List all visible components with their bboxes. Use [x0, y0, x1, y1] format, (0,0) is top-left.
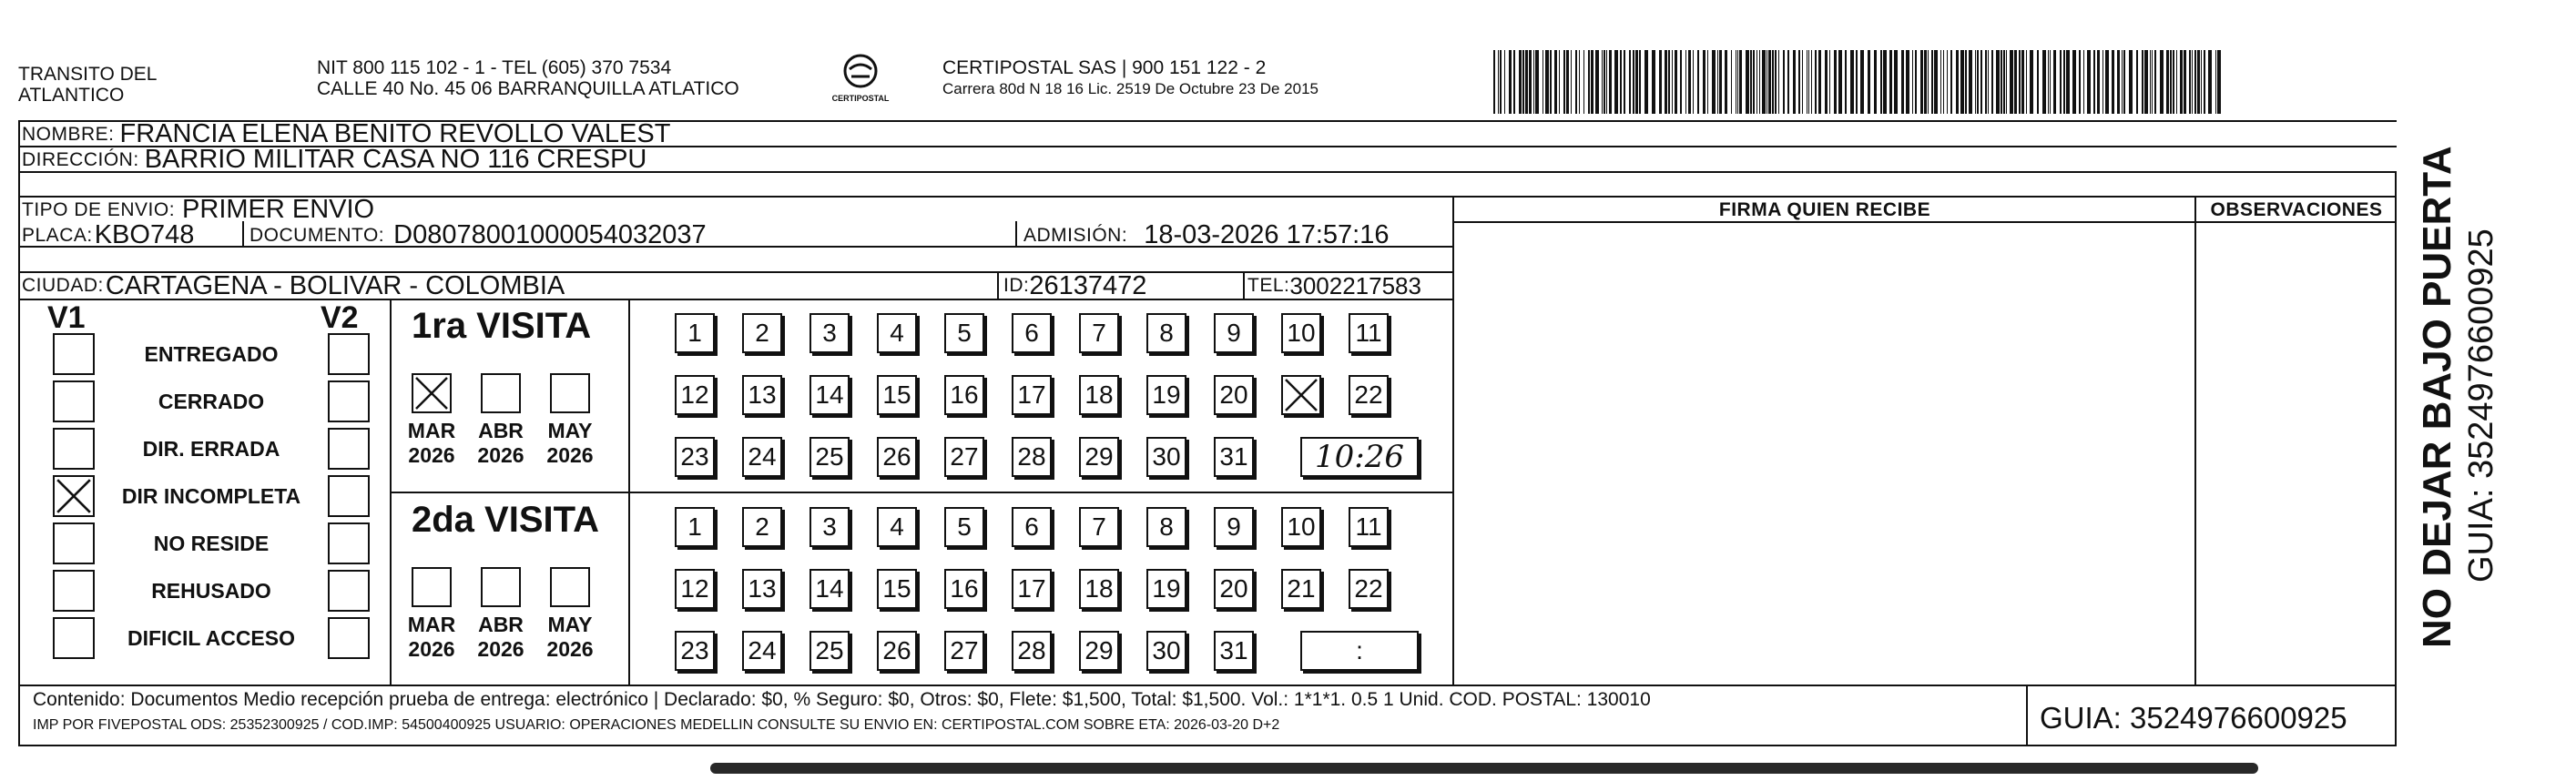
day-box[interactable]: [877, 507, 917, 547]
day-box[interactable]: [1349, 375, 1389, 415]
nit-block: [317, 57, 739, 99]
day-number: 24: [748, 636, 777, 664]
address-line: CALLE 40 No. 45 06 BARRANQUILLA ATLATICO: [317, 78, 739, 99]
day-box[interactable]: [1012, 507, 1052, 547]
firma-header: [1457, 198, 2193, 222]
month-checkbox[interactable]: [481, 567, 521, 607]
day-number: 16: [950, 574, 979, 603]
day-number: 6: [1024, 512, 1039, 541]
day-box[interactable]: [877, 569, 917, 609]
day-number: 17: [1017, 574, 1046, 603]
status-label: DIFICIL ACCESO: [127, 626, 295, 650]
day-box[interactable]: [1281, 569, 1321, 609]
day-box[interactable]: [1146, 569, 1186, 609]
id-cell: [1003, 273, 1146, 299]
imp-text: IMP POR FIVEPOSTAL ODS: 25352300925 / COD.IMP: 54500400925 USUARIO: OPERACIONES MEDELLIN CONSULTE SU ENVIO EN: CERTIPOSTAL.COM SOBRE ETA: 2026-03-20 D+2: [33, 717, 1280, 733]
day-number: 27: [950, 442, 979, 471]
day-box[interactable]: [1281, 375, 1321, 415]
day-box[interactable]: [1214, 507, 1254, 547]
placa-divider: [242, 221, 244, 247]
firma-label: FIRMA QUIEN RECIBE: [1718, 198, 1931, 220]
day-box[interactable]: [1146, 507, 1186, 547]
status-v1-checkbox[interactable]: [53, 380, 95, 422]
status-v1-checkbox[interactable]: [53, 475, 95, 517]
status-v1-checkbox[interactable]: [53, 617, 95, 659]
day-box[interactable]: [809, 631, 850, 671]
id-label: ID:: [1003, 275, 1030, 296]
day-box[interactable]: [742, 313, 782, 353]
month-checkbox[interactable]: [412, 373, 452, 413]
day-box[interactable]: [1281, 507, 1321, 547]
day-number: 19: [1152, 380, 1181, 409]
status-label: REHUSADO: [151, 579, 271, 603]
company-line1: TRANSITO DEL: [18, 64, 158, 85]
day-box[interactable]: [1079, 507, 1119, 547]
month-label: [397, 419, 466, 468]
ciudad-label: CIUDAD:: [22, 275, 104, 296]
day-number: 7: [1092, 319, 1106, 347]
month-label: [397, 613, 466, 662]
month-label: [466, 419, 535, 468]
id-divider: [997, 271, 999, 299]
day-number: 10: [1287, 512, 1316, 541]
day-number: 5: [957, 319, 972, 347]
day-number: 2: [755, 512, 769, 541]
month-checkbox[interactable]: [550, 567, 590, 607]
day-box[interactable]: [1349, 569, 1389, 609]
side-guia-text: GUIA: 3524976600925: [2462, 228, 2500, 583]
day-number: 13: [748, 574, 777, 603]
day-number: 9: [1227, 512, 1241, 541]
day-box[interactable]: [877, 437, 917, 477]
nombre-row: [22, 122, 670, 147]
day-number: 3: [822, 319, 837, 347]
row-line-5: [18, 299, 1454, 300]
status-v2-checkbox[interactable]: [328, 617, 370, 659]
status-v2-checkbox[interactable]: [328, 380, 370, 422]
day-number: 29: [1084, 636, 1114, 664]
month-year: 2026: [546, 637, 594, 661]
day-number: 22: [1354, 574, 1383, 603]
day-box[interactable]: [877, 375, 917, 415]
day-number: 29: [1084, 442, 1114, 471]
day-number: 26: [882, 636, 911, 664]
day-number: 22: [1354, 380, 1383, 409]
x-mark-icon: [1283, 377, 1319, 413]
month-name: ABR: [478, 419, 524, 442]
x-mark-icon: [413, 375, 450, 411]
day-box[interactable]: [944, 313, 984, 353]
tipo-envio-row: [22, 198, 374, 222]
status-label: DIR. ERRADA: [142, 437, 280, 461]
month-checkbox[interactable]: [412, 567, 452, 607]
status-v1-checkbox[interactable]: [53, 333, 95, 375]
observaciones-header: [2198, 198, 2395, 222]
nit-line: NIT 800 115 102 - 1 - TEL (605) 370 7534: [317, 57, 672, 78]
day-number: 20: [1219, 380, 1248, 409]
day-box[interactable]: [1214, 631, 1254, 671]
certipostal-info: [942, 57, 1319, 99]
visit-divider: [390, 492, 1454, 493]
day-number: 8: [1159, 319, 1174, 347]
day-number: 31: [1219, 636, 1248, 664]
admision-divider: [1015, 221, 1017, 247]
obs-divider: [2194, 196, 2196, 685]
day-number: 1: [687, 319, 702, 347]
month-year: 2026: [408, 443, 455, 467]
placa-value: KBO748: [94, 223, 195, 248]
day-number: 25: [815, 442, 844, 471]
day-number: 18: [1084, 380, 1114, 409]
day-number: 1: [687, 512, 702, 541]
day-number: 21: [1287, 574, 1316, 603]
admision-value: 18-03-2026 17:57:16: [1144, 223, 1390, 248]
month-checkbox[interactable]: [550, 373, 590, 413]
tel-label: TEL:: [1247, 275, 1290, 296]
day-number: 25: [815, 636, 844, 664]
x-mark-icon: [55, 477, 93, 515]
day-number: 16: [950, 380, 979, 409]
status-v2-checkbox[interactable]: [328, 428, 370, 470]
day-number: 7: [1092, 512, 1106, 541]
placa-cell: [22, 223, 194, 248]
day-number: 30: [1152, 442, 1181, 471]
month-name: ABR: [478, 613, 524, 636]
firma-divider: [1452, 196, 1454, 685]
documento-value: D08078001000054032037: [393, 223, 707, 248]
month-name: MAY: [547, 419, 593, 442]
day-box[interactable]: [1146, 437, 1186, 477]
footer-guia: GUIA: 3524976600925: [2040, 701, 2347, 735]
day-box[interactable]: [675, 313, 715, 353]
day-box[interactable]: [944, 437, 984, 477]
day-box[interactable]: [675, 569, 715, 609]
admision-cell: [1023, 223, 1389, 248]
status-v2-checkbox[interactable]: [328, 570, 370, 612]
certipostal-logo: [820, 53, 901, 109]
contenido-text: Contenido: Documentos Medio recepción prueba de entrega: electrónico | Declarado: $0, % Seguro: $0, Otros: $0, Flete: $1,500, Total: $1,500. Vol.: 1*1*1. 0.5 1 Unid. COD. POSTAL: 130010: [33, 689, 1651, 710]
day-box[interactable]: [1349, 313, 1389, 353]
day-number: 28: [1017, 442, 1046, 471]
day-box[interactable]: [1146, 631, 1186, 671]
status-v1-checkbox[interactable]: [53, 522, 95, 564]
day-number: 3: [822, 512, 837, 541]
status-label: NO RESIDE: [153, 532, 270, 555]
company-name: [18, 64, 157, 106]
certipostal-address: Carrera 80d N 18 16 Lic. 2519 De Octubre 23 De 2015: [942, 80, 1319, 97]
month-name: MAY: [547, 613, 593, 636]
month-checkbox[interactable]: [481, 373, 521, 413]
day-box[interactable]: [809, 507, 850, 547]
month-label: [535, 613, 605, 662]
day-box[interactable]: [944, 631, 984, 671]
day-box[interactable]: [944, 375, 984, 415]
placa-label: PLACA:: [22, 224, 93, 246]
day-box[interactable]: [1146, 313, 1186, 353]
day-box[interactable]: [1214, 313, 1254, 353]
tipo-envio-label: TIPO DE ENVIO:: [22, 198, 176, 220]
day-number: 11: [1355, 512, 1382, 541]
day-number: 15: [882, 574, 911, 603]
status-label: ENTREGADO: [144, 342, 279, 366]
month-year: 2026: [477, 637, 524, 661]
nombre-label: NOMBRE:: [22, 123, 115, 145]
day-box[interactable]: [1214, 569, 1254, 609]
day-box[interactable]: [675, 437, 715, 477]
visit-title: 2da VISITA: [412, 500, 599, 540]
day-number: 26: [882, 442, 911, 471]
month-label: [466, 613, 535, 662]
month-year: 2026: [477, 443, 524, 467]
day-number: 14: [815, 380, 844, 409]
day-box[interactable]: [944, 569, 984, 609]
day-box[interactable]: [675, 375, 715, 415]
day-box[interactable]: [1079, 437, 1119, 477]
day-box[interactable]: [1012, 375, 1052, 415]
ciudad-value: CARTAGENA - BOLIVAR - COLOMBIA: [105, 273, 565, 299]
footer-line: [18, 685, 2397, 686]
day-number: 24: [748, 442, 777, 471]
day-number: 18: [1084, 574, 1114, 603]
status-v1-checkbox[interactable]: [53, 428, 95, 470]
day-box[interactable]: [1012, 631, 1052, 671]
status-label: DIR INCOMPLETA: [121, 484, 301, 508]
day-box[interactable]: [742, 507, 782, 547]
company-line2: ATLANTICO: [18, 85, 125, 106]
day-number: 19: [1152, 574, 1181, 603]
observaciones-label: OBSERVACIONES: [2210, 198, 2383, 220]
day-number: 17: [1017, 380, 1046, 409]
day-box[interactable]: [675, 507, 715, 547]
day-box[interactable]: [1079, 375, 1119, 415]
day-box[interactable]: [742, 569, 782, 609]
v1-label: V1: [47, 300, 86, 335]
certipostal-name: CERTIPOSTAL SAS | 900 151 122 - 2: [942, 57, 1267, 78]
day-number: 30: [1152, 636, 1181, 664]
day-box[interactable]: [809, 437, 850, 477]
day-number: 4: [890, 319, 904, 347]
v2-label: V2: [321, 300, 359, 335]
status-v2-checkbox[interactable]: [328, 333, 370, 375]
day-box[interactable]: [1349, 507, 1389, 547]
day-number: 13: [748, 380, 777, 409]
day-number: 6: [1024, 319, 1039, 347]
day-box[interactable]: [809, 313, 850, 353]
day-number: 10: [1287, 319, 1316, 347]
month-year: 2026: [408, 637, 455, 661]
tel-cell: [1247, 273, 1421, 299]
day-box[interactable]: [877, 631, 917, 671]
day-number: 14: [815, 574, 844, 603]
no-dejar-text: NO DEJAR BAJO PUERTA: [2415, 146, 2459, 648]
day-box[interactable]: [809, 569, 850, 609]
logo-text: CERTIPOSTAL: [831, 94, 890, 103]
bottom-border: [18, 745, 2397, 746]
time-value: :: [1356, 636, 1363, 664]
tel-value: 3002217583: [1289, 273, 1421, 299]
day-box[interactable]: [944, 507, 984, 547]
day-number: 5: [957, 512, 972, 541]
day-number: 2: [755, 319, 769, 347]
day-number: 4: [890, 512, 904, 541]
time-box[interactable]: [1300, 437, 1419, 477]
status-v2-checkbox[interactable]: [328, 475, 370, 517]
scan-shadow: [710, 763, 2258, 774]
month-name: MAR: [407, 419, 456, 442]
day-box[interactable]: [742, 375, 782, 415]
day-box[interactable]: [1214, 375, 1254, 415]
day-box[interactable]: [809, 375, 850, 415]
status-v1-checkbox[interactable]: [53, 570, 95, 612]
day-box[interactable]: [1079, 631, 1119, 671]
day-number: 28: [1017, 636, 1046, 664]
day-number: 9: [1227, 319, 1241, 347]
status-label: CERRADO: [158, 390, 265, 413]
guia-divider: [2026, 685, 2028, 746]
day-number: 23: [680, 442, 709, 471]
day-box[interactable]: [1281, 313, 1321, 353]
day-box[interactable]: [877, 313, 917, 353]
right-border: [2395, 171, 2397, 746]
day-box[interactable]: [1012, 313, 1052, 353]
time-value: 10:26: [1315, 439, 1404, 475]
month-label: [535, 419, 605, 468]
direccion-label: DIRECCIÓN:: [22, 148, 139, 170]
tipo-envio-value: PRIMER ENVIO: [182, 198, 375, 222]
day-box[interactable]: [742, 631, 782, 671]
day-number: 27: [950, 636, 979, 664]
day-box[interactable]: [1012, 437, 1052, 477]
day-number: 31: [1219, 442, 1248, 471]
day-box[interactable]: [1079, 569, 1119, 609]
time-box[interactable]: [1300, 631, 1419, 671]
day-box[interactable]: [1012, 569, 1052, 609]
nombre-value: FRANCIA ELENA BENITO REVOLLO VALEST: [119, 122, 671, 147]
day-number: 11: [1355, 319, 1382, 347]
day-number: 20: [1219, 574, 1248, 603]
status-v2-checkbox[interactable]: [328, 522, 370, 564]
visit-title: 1ra VISITA: [412, 306, 592, 346]
day-box[interactable]: [675, 631, 715, 671]
day-box[interactable]: [742, 437, 782, 477]
month-year: 2026: [546, 443, 594, 467]
month-name: MAR: [407, 613, 456, 636]
admision-label: ADMISIÓN:: [1023, 224, 1128, 246]
logo-icon: [840, 53, 881, 89]
day-number: 12: [680, 574, 709, 603]
tel-divider: [1243, 271, 1245, 299]
direccion-row: [22, 147, 647, 172]
day-number: 15: [882, 380, 911, 409]
left-border: [18, 120, 20, 746]
day-box[interactable]: [1214, 437, 1254, 477]
day-number: 8: [1159, 512, 1174, 541]
day-box[interactable]: [1146, 375, 1186, 415]
documento-cell: [249, 223, 707, 248]
documento-label: DOCUMENTO:: [249, 224, 385, 246]
id-value: 26137472: [1029, 273, 1147, 299]
direccion-value: BARRIO MILITAR CASA NO 116 CRESPU: [144, 147, 647, 172]
ciudad-cell: [22, 273, 565, 299]
day-number: 23: [680, 636, 709, 664]
day-number: 12: [680, 380, 709, 409]
day-box[interactable]: [1079, 313, 1119, 353]
barcode: [1493, 50, 2222, 114]
